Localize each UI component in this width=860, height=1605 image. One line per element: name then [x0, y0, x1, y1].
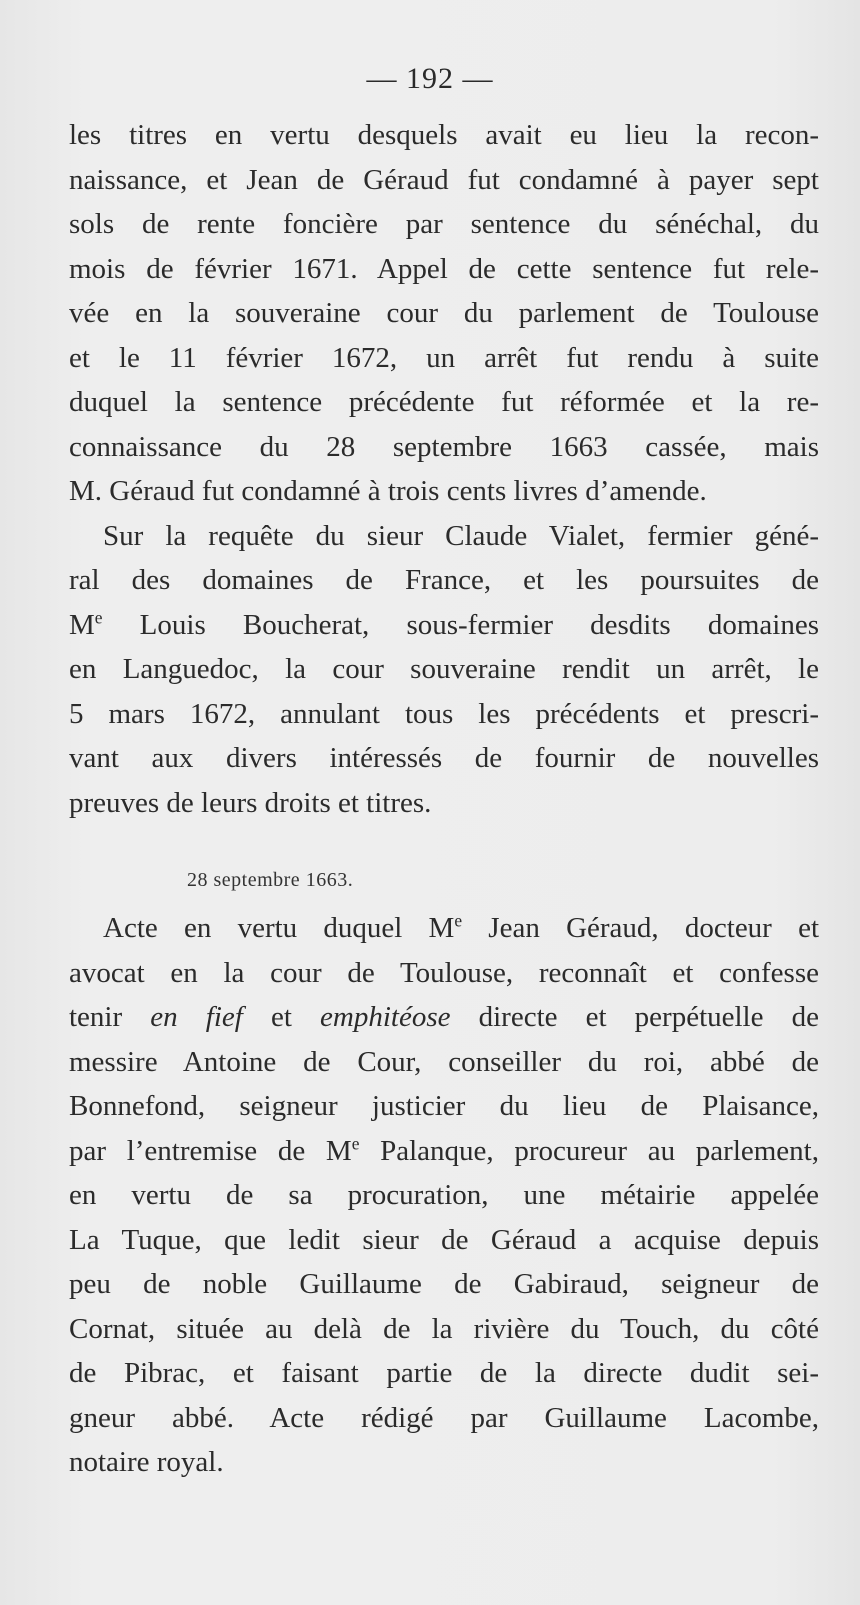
text-line: M. Géraud fut condamné à trois cents livres d’amende.: [69, 475, 707, 507]
text-span: Palanque, procureur au parlement,: [359, 1134, 819, 1167]
text-line: en Languedoc, la cour souveraine rendit un arrêt, le: [69, 653, 819, 685]
text-line: 5 mars 1672, annulant tous les précédents et prescri-: [69, 697, 819, 730]
text-line: messire Antoine de Cour, conseiller du roi, abbé de: [69, 1045, 819, 1078]
page-body: [69, 113, 819, 1485]
text-line: ral des domaines de France, et les poursuites de: [69, 564, 819, 596]
text-line: vant aux divers intéressés de fournir de nouvelles: [69, 742, 819, 774]
italic-term: emphitéose: [320, 1001, 451, 1033]
text-line: naissance, et Jean de Géraud fut condamné à payer sept: [69, 163, 819, 196]
text-span: Acte en vertu duquel M: [103, 912, 455, 944]
text-span: et: [242, 1001, 321, 1033]
date-heading: 28 septembre 1663.: [187, 869, 354, 891]
text-line: [69, 603, 819, 648]
text-span: tenir: [69, 1001, 151, 1033]
text-span: par l’entremise de M: [69, 1134, 352, 1167]
text-line: et le 11 février 1672, un arrêt fut rendu à suite: [69, 341, 819, 374]
text-line: duquel la sentence précédente fut réformée et la re-: [69, 386, 819, 418]
paragraph-2: [69, 514, 819, 826]
text-span: Louis Boucherat, sous-fermier desdits domaines: [102, 608, 819, 641]
italic-term: en fief: [150, 1001, 243, 1033]
text-span: directe et perpétuelle de: [450, 1001, 819, 1033]
text-line: preuves de leurs droits et titres.: [69, 786, 432, 819]
superscript: e: [94, 607, 103, 628]
text-line: peu de noble Guillaume de Gabiraud, seigneur de: [69, 1268, 819, 1300]
text-span: M: [69, 608, 95, 641]
paragraph-1: [69, 113, 819, 514]
text-line: gneur abbé. Acte rédigé par Guillaume Lacombe,: [69, 1401, 819, 1434]
superscript: e: [454, 910, 463, 931]
text-line: [69, 906, 819, 951]
text-span: Jean Géraud, docteur et: [462, 912, 820, 944]
text-line: avocat en la cour de Toulouse, reconnaît et confesse: [69, 956, 819, 989]
text-line: mois de février 1671. Appel de cette sentence fut rele-: [69, 252, 819, 285]
text-line: Cornat, située au delà de la rivière du Touch, du côté: [69, 1312, 819, 1345]
text-line: [69, 1129, 819, 1174]
superscript: e: [351, 1133, 360, 1154]
text-line: vée en la souveraine cour du parlement de Toulouse: [69, 297, 819, 329]
text-line: Bonnefond, seigneur justicier du lieu de Plaisance,: [69, 1090, 819, 1122]
text-line: notaire royal.: [69, 1446, 224, 1478]
text-line: La Tuque, que ledit sieur de Géraud a acquise depuis: [69, 1223, 819, 1256]
text-line: en vertu de sa procuration, une métairie appelée: [69, 1179, 819, 1211]
text-line: sols de rente foncière par sentence du sénéchal, du: [69, 208, 819, 240]
text-line: connaissance du 28 septembre 1663 cassée, mais: [69, 430, 819, 463]
text-line: [69, 995, 819, 1040]
paragraph-3: [69, 906, 819, 1485]
text-line: Sur la requête du sieur Claude Vialet, fermier géné-: [103, 519, 819, 552]
text-line: les titres en vertu desquels avait eu lieu la recon-: [69, 119, 819, 151]
page-number: — 192 —: [366, 62, 494, 95]
text-line: de Pibrac, et faisant partie de la directe dudit sei-: [69, 1357, 819, 1389]
